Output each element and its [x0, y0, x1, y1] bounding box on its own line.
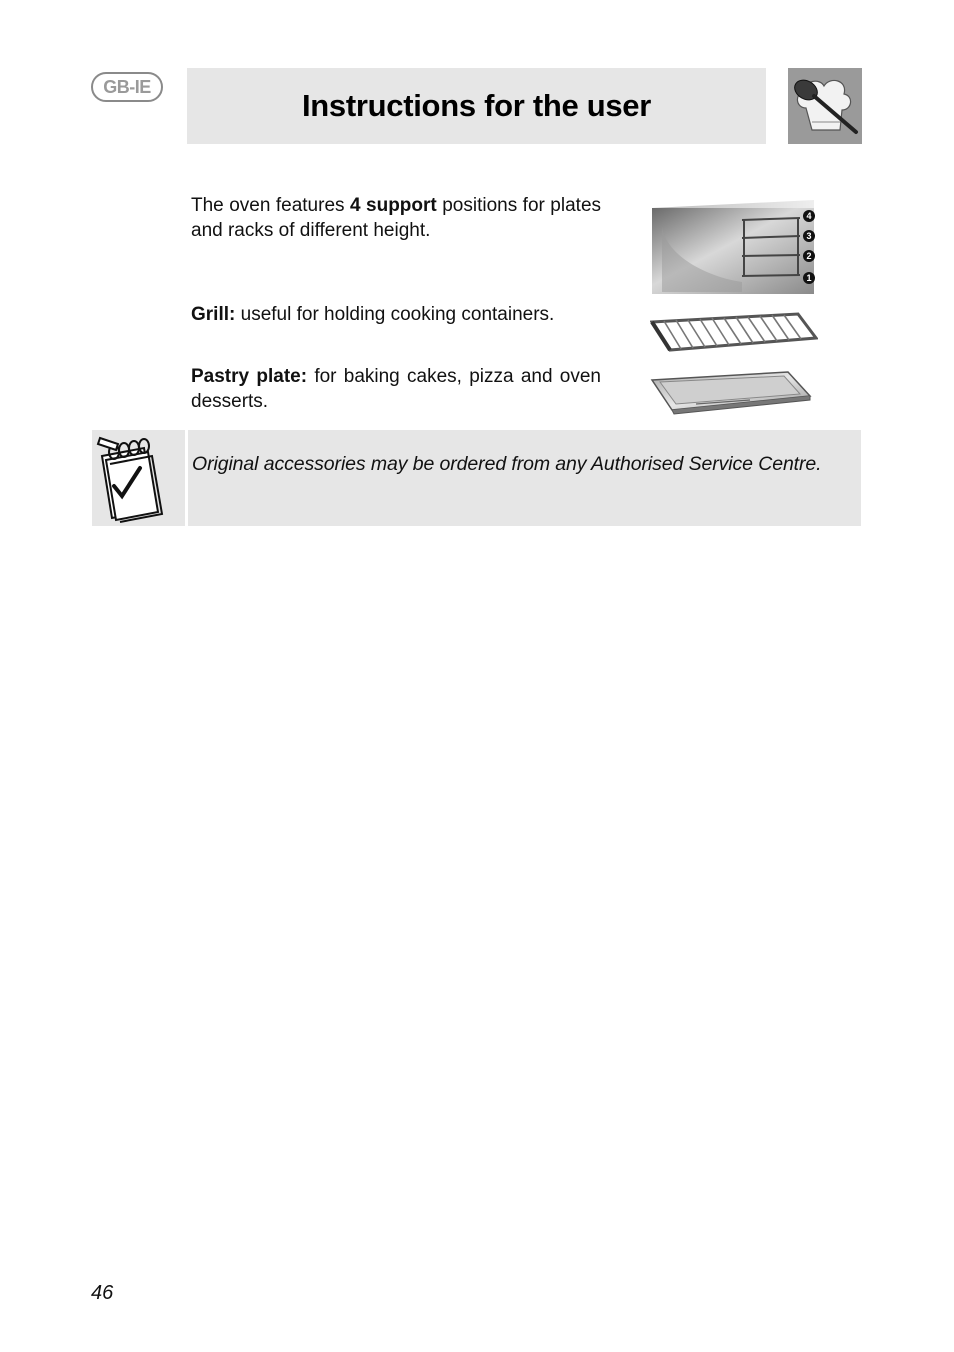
- rack-level-2: 2: [806, 251, 812, 261]
- grill-illustration: [650, 308, 818, 358]
- pastry-label: Pastry plate:: [191, 366, 308, 387]
- pastry-text: for baking cakes, pizza and oven desserts.: [191, 366, 601, 412]
- rack-level-4: 4: [806, 211, 812, 221]
- pastry-plate-illustration: [650, 370, 812, 418]
- grill-text: useful for holding cooking containers.: [235, 304, 555, 325]
- supports-text-post: positions for plates and racks of different height.: [191, 195, 602, 241]
- supports-text-pre: The oven features: [191, 195, 350, 216]
- rack-level-3: 3: [806, 231, 812, 241]
- note-text: Original accessories may be ordered from any Authorised Service Centre.: [192, 453, 822, 475]
- header-band: [187, 68, 766, 144]
- note-icon-box: [92, 430, 185, 526]
- chef-icon: [788, 68, 862, 144]
- page-number: 46: [91, 1282, 114, 1304]
- grill-label: Grill:: [191, 304, 236, 325]
- supports-paragraph: [191, 193, 601, 243]
- grill-paragraph: [191, 302, 601, 327]
- supports-text-bold: 4 support: [350, 195, 437, 216]
- rack-level-1: 1: [806, 273, 812, 283]
- language-badge: GB-IE: [91, 72, 163, 102]
- note-box: [188, 430, 861, 526]
- notepad-check-icon: [92, 430, 185, 526]
- pastry-paragraph: [191, 364, 601, 414]
- page-title: Instructions for the user: [301, 88, 652, 123]
- oven-supports-illustration: [652, 198, 822, 296]
